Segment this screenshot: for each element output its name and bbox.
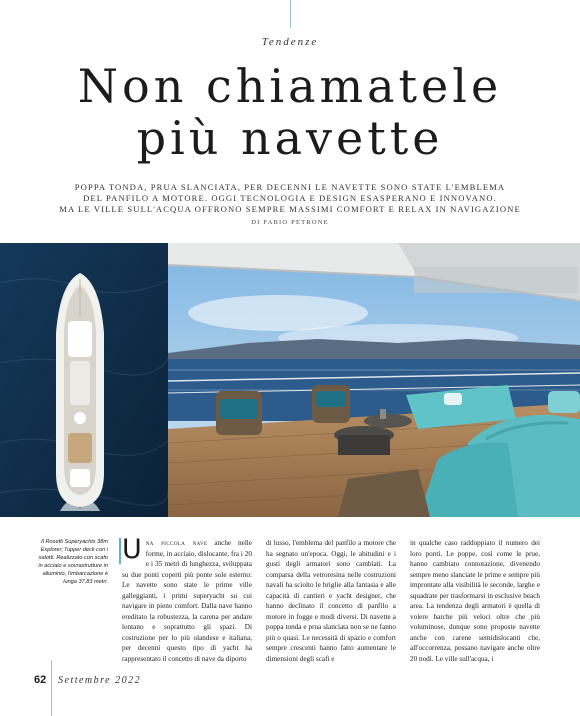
- top-decorative-rule: [290, 0, 291, 28]
- body-lead-in: na piccola nave: [145, 539, 208, 547]
- article-headline: [0, 60, 580, 164]
- body-column-2: di lusso, l'emblema del panfilo a motore che ha segnato un'epoca. Oggi, le abitudini e i gusti degli armatori sono cambiati. La comparsa della vetroresina nelle costruzioni navali ha sciolto le briglie alla fantasia e alle capacità di cantieri e yacht designer, che hanno declinato il concetto di panfilo a motore in fogge e modi diversi. Di navette a poppa tonda e prua slanciata non se ne fanno più o quasi. Le necessità di spazio e comfort sempre crescenti hanno fatto aumentare le dimensioni degli scafi e: [266, 539, 396, 663]
- headline-line-1: Non chiamatele: [77, 59, 503, 113]
- bottom-decorative-rule: [51, 660, 52, 716]
- byline: DI FABIO PETRONE: [251, 219, 329, 226]
- upper-deck-lounge-photo: [168, 243, 580, 517]
- issue-date: Settembre 2022: [58, 675, 142, 686]
- article-deck: [40, 182, 540, 215]
- dropcap-accent-bar: [119, 538, 121, 564]
- page-number: 62: [34, 674, 47, 686]
- headline-line-2: più navette: [136, 111, 444, 165]
- body-column-1: [122, 534, 252, 664]
- deck-line-3: MA LE VILLE SULL'ACQUA OFFRONO SEMPRE MASSIMI COMFORT E RELAX IN NAVIGAZIONE: [59, 204, 521, 214]
- deck-line-2: DEL PANFILO A MOTORE. OGGI TECNOLOGIA E DESIGN ESASPERANO E INNOVANO.: [83, 193, 497, 203]
- aerial-yacht-photo: [0, 243, 168, 517]
- body-column-3: in qualche caso raddoppiato il numero dei loro ponti. Le poppe, così come le prue, hanno cambiato connotazione, divenendo sempre meno slanciate le prime e sempre più improntate alla visibilità le seconde, larghe e squadrate per trasformarsi in esclusive beach area. La tendenza degli armatori è quella di volere barche più veloci oltre che più voluminose, dunque sono proposte navette anche con carene semidislocanti che, all'occorrenza, possano navigare anche oltre 20 nodi. Le ville sull'acqua, i: [410, 539, 540, 663]
- drop-cap: U: [122, 534, 142, 565]
- section-label: Tendenze: [261, 36, 319, 48]
- photo-caption: Il Rosetti Superyachts 38m Explorer; l'upper deck con i salotti. Realizzato con scafo in acciaio e sovrastrutture in alluminio, l'imbarcazione è lunga 37,83 metri.: [38, 539, 108, 585]
- body-column-1-text: anche nelle forme, in acciaio, dislocante, fra i 20 e i 35 metri di lunghezza, sviluppata su due ponti coperti più ponte sole esterno: Le navette sono state le prime ville galleggianti, i primi superyacht su cui navigare in pieno comfort. Dalla nave hanno ereditato la robustezza, la carena per andare lontano e soprattutto gli spazi. Di costruzione per lo più olandese e italiana, per decenni questo tipo di yacht ha rappresentato il concetto di nave da diporto: [122, 539, 252, 663]
- deck-line-1: POPPA TONDA, PRUA SLANCIATA, PER DECENNI LE NAVETTE SONO STATE L'EMBLEMA: [74, 182, 506, 192]
